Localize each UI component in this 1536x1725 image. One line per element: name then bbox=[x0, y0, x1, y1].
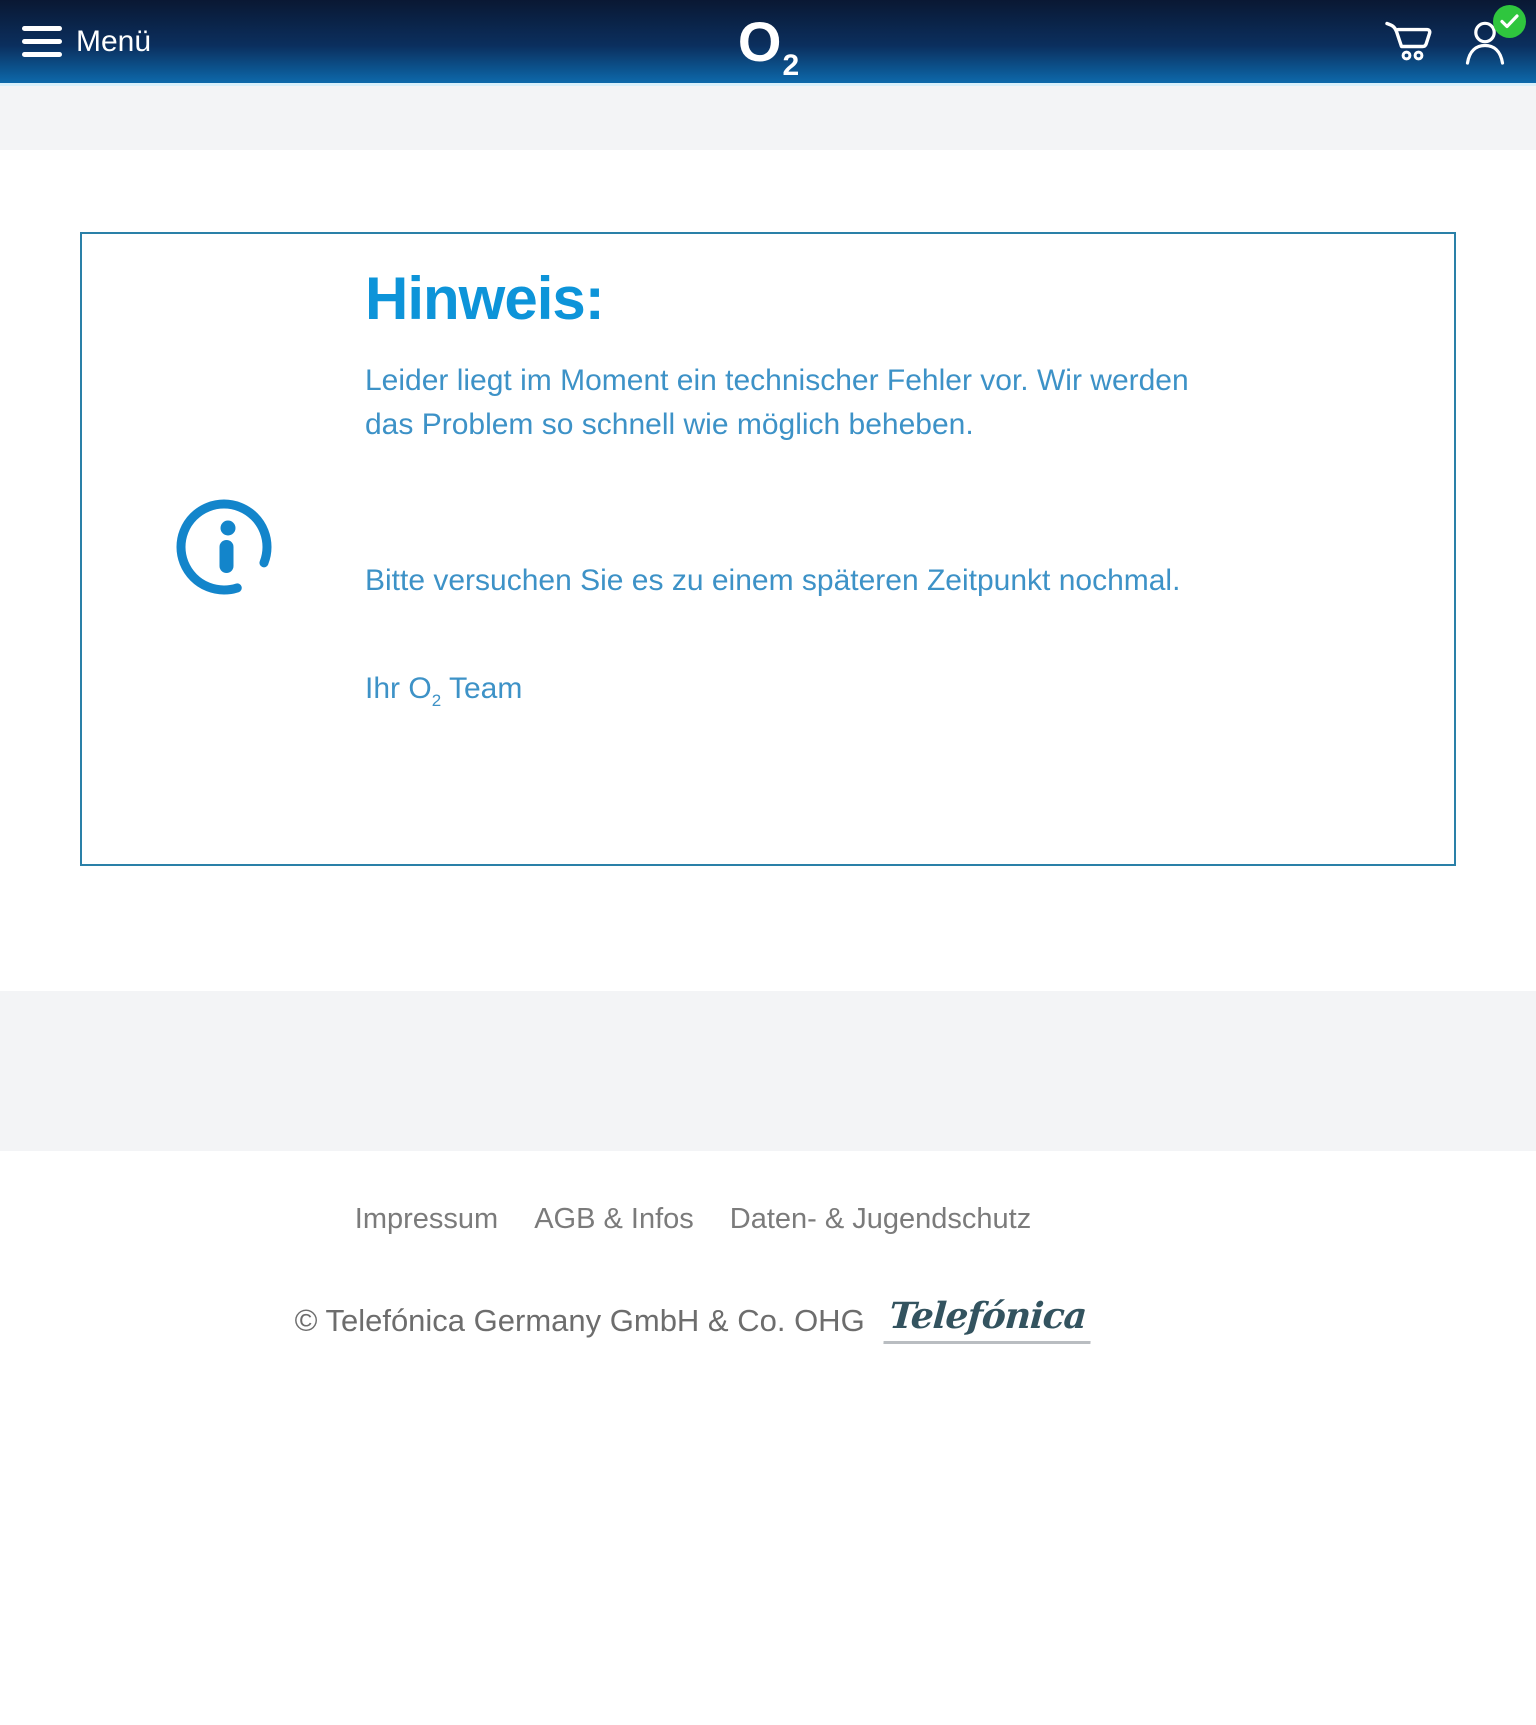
hamburger-icon bbox=[22, 26, 62, 57]
o2-logo-letter: O bbox=[737, 9, 782, 73]
account-button[interactable] bbox=[1460, 19, 1510, 65]
notice-title: Hinweis: bbox=[365, 265, 604, 332]
footer-link-daten-jugendschutz[interactable]: Daten- & Jugendschutz bbox=[729, 1203, 1032, 1235]
page-footer bbox=[0, 1151, 1536, 1344]
menu-button[interactable] bbox=[22, 25, 151, 59]
signature-suffix: Team bbox=[441, 672, 523, 705]
copyright-row bbox=[294, 1295, 1092, 1344]
notice-paragraph-2: Bitte versuchen Sie es zu einem späteren Zeitpunkt nochmal. bbox=[365, 564, 1181, 597]
telefonica-logo: Telefónica bbox=[883, 1298, 1093, 1344]
menu-label: Menü bbox=[76, 24, 152, 58]
top-navigation-bar bbox=[0, 0, 1536, 86]
o2-logo-subscript: 2 bbox=[782, 48, 800, 82]
subheader-band bbox=[0, 86, 1536, 150]
o2-logo[interactable] bbox=[737, 9, 800, 82]
main-content bbox=[0, 232, 1536, 866]
logged-in-badge bbox=[1493, 5, 1526, 38]
cart-button[interactable] bbox=[1384, 19, 1434, 65]
signature-subscript: 2 bbox=[431, 691, 442, 710]
footer-link-impressum[interactable]: Impressum bbox=[354, 1203, 499, 1235]
signature-prefix: Ihr O bbox=[365, 672, 432, 705]
notice-box bbox=[80, 232, 1456, 866]
footer-links bbox=[355, 1203, 1031, 1236]
shopping-cart-icon bbox=[1384, 19, 1434, 65]
footer-gray-band bbox=[0, 991, 1536, 1151]
notice-text-column bbox=[365, 234, 1454, 864]
notice-icon-column bbox=[82, 234, 365, 864]
header-actions bbox=[1384, 19, 1510, 65]
footer-link-agb-infos[interactable]: AGB & Infos bbox=[534, 1203, 694, 1235]
notice-paragraph-1: Leider liegt im Moment ein technischer Fehler vor. Wir werden das Problem so schnell wie möglich beheben. bbox=[365, 364, 1189, 441]
notice-signature bbox=[365, 667, 1245, 715]
info-icon bbox=[172, 495, 276, 604]
copyright-text: © Telefónica Germany GmbH & Co. OHG bbox=[294, 1303, 865, 1338]
